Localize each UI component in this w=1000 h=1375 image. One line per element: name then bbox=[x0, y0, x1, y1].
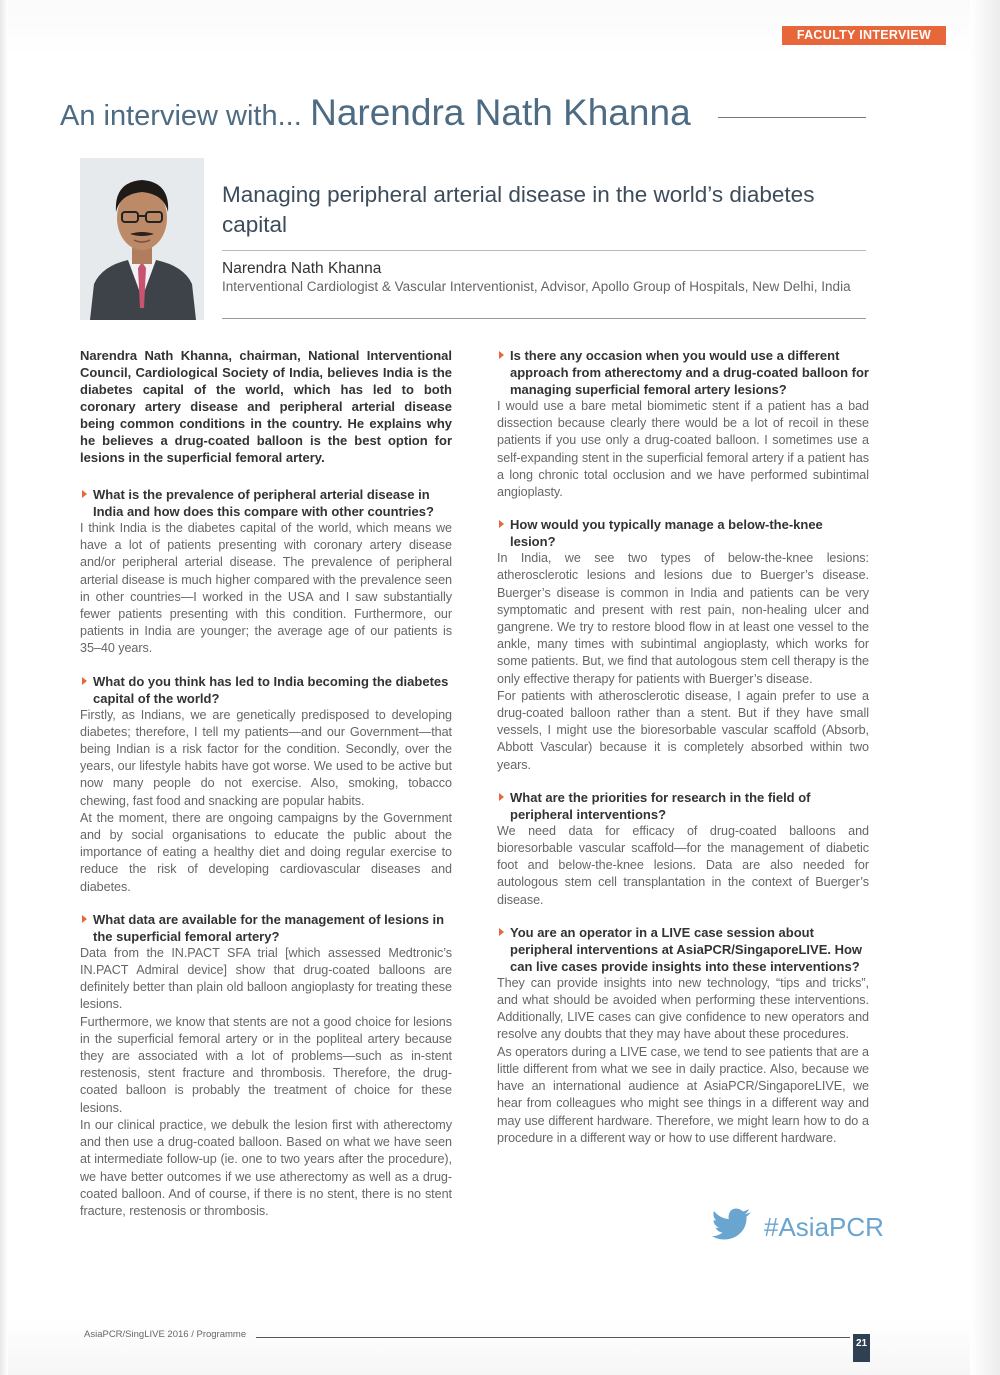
answer-paragraph: Data from the IN.PACT SFA trial [which assessed Medtronic’s IN.PACT Admiral device] show that drug-coated balloons are definitely better than plain old balloon angioplasty for treating these lesions. bbox=[80, 945, 452, 1012]
left-column bbox=[80, 347, 452, 1235]
qa-block bbox=[497, 347, 869, 501]
article-subtitle: Managing peripheral arterial disease in the world’s diabetes capital bbox=[222, 182, 815, 237]
footer-publication: AsiaPCR/SingLIVE 2016 / Programme bbox=[84, 1329, 247, 1340]
author-name: Narendra Nath Khanna bbox=[222, 260, 382, 277]
footer-rule bbox=[256, 1337, 850, 1338]
answer-paragraph: In our clinical practice, we debulk the lesion first with atherectomy and then use a drug-coated balloon. Based on what we have seen at intermediate follow-up (ie. one to two years after the procedure), we have better outcomes if we use atherectomy as well as a drug-coated balloon. And of course, if there is no stent, there is no stent fracture, restenosis or thrombosis. bbox=[80, 1117, 452, 1218]
question: What data are available for the management of lesions in the superficial femoral artery? bbox=[80, 911, 452, 945]
qa-block bbox=[497, 924, 869, 1147]
answer-paragraph: We need data for efficacy of drug-coated balloons and bioresorbable vascular scaffold—for the management of diabetic foot and below-the-knee lesions. Data are also needed for autologous stem cell transplantation in the context of Buerger’s disease. bbox=[497, 823, 869, 907]
author-rule bbox=[222, 318, 866, 319]
question: What is the prevalence of peripheral arterial disease in India and how does this compare with other countries? bbox=[80, 486, 452, 520]
hashtag-text: #AsiaPCR bbox=[764, 1212, 884, 1242]
qa-block bbox=[497, 789, 869, 909]
twitter-bird-icon bbox=[712, 1208, 752, 1242]
title-rule bbox=[718, 117, 866, 118]
answer-paragraph: For patients with atherosclerotic disease, I again prefer to use a drug-coated balloon rather than a stent. But if they have small vessels, I might use the bioresorbable vascular scaffold (Absorb, Abbott Vascular) because it is completely absorbed within two years. bbox=[497, 688, 869, 772]
answer-paragraph: Firstly, as Indians, we are genetically predisposed to developing diabetes; therefore, I tell my patients—and our Government—that being Indian is a risk factor for the condition. Secondly, over the years, our lifestyle habits have got worse. We used to be active but now many people do not exercise. Also, smoking, tobacco chewing, fast food and snacking are popular habits. bbox=[80, 707, 452, 808]
title-lead: An interview with... bbox=[60, 100, 302, 132]
answer-paragraph: In India, we see two types of below-the-knee lesions: atherosclerotic lesions and lesions due to Buerger’s disease. Buerger’s disease is common in India and patients can be very symptomatic and present with rest pain, non-healing ulcer and gangrene. We try to restore blood flow in at least one vessel to the ankle, many times with subintimal angioplasty, which works for some patients. But, we find that autologous stem cell therapy is the only effective therapy for patients with Buerger’s disease. bbox=[497, 551, 869, 686]
orange-triangle-icon bbox=[499, 520, 504, 528]
orange-triangle-icon bbox=[82, 677, 87, 685]
question: How would you typically manage a below-the-knee lesion? bbox=[497, 516, 869, 550]
orange-triangle-icon bbox=[82, 490, 87, 498]
answer-paragraph: Furthermore, we know that stents are not a good choice for lesions in the superficial femoral artery or in the popliteal artery because they are associated with a lot of problems—such as in-stent restenosis, stent fracture and thrombosis. Therefore, the drug-coated balloon is probably the treatment of choice for these lesions. bbox=[80, 1014, 452, 1115]
orange-triangle-icon bbox=[499, 928, 504, 936]
answer-paragraph: I think India is the diabetes capital of the world, which means we have a lot of patients presenting with coronary artery disease and/or peripheral arterial disease. The prevalence of peripheral arterial disease is much higher compared with the prevalence seen in other countries—I worked in the USA and I saw substantially fewer patients presenting with this condition. Furthermore, our patients in India are younger; the average age of our patients is 35–40 years. bbox=[80, 521, 452, 656]
intro-paragraph: Narendra Nath Khanna, chairman, National Interventional Council, Cardiological Society of India, believes India is the diabetes capital of the world, which has led to both coronary artery disease and peripheral arterial disease being common conditions in the country. He explains why he believes a drug-coated balloon is the best option for lesions in the superficial femoral artery. bbox=[80, 348, 452, 465]
answer-paragraph: I would use a bare metal biomimetic stent if a patient has a bad dissection because clearly there would be a lot of recoil in these patients if you use only a drug-coated balloon. I sometimes use a self-expanding stent in the superficial femoral artery if a patient has a long chronic total occlusion and we have performed subintimal angioplasty. bbox=[497, 399, 869, 500]
page-number: 21 bbox=[853, 1334, 870, 1362]
question: Is there any occasion when you would use a different approach from atherectomy and a drug-coated balloon for managing superficial femoral artery lesions? bbox=[497, 347, 869, 398]
hashtag bbox=[712, 1208, 884, 1248]
page-edge-right bbox=[970, 0, 1000, 1375]
answer-paragraph: As operators during a LIVE case, we tend to see patients that are a little different from what we see in daily practice. Also, because we have an international audience at AsiaPCR/SingaporeLIVE, we hear from colleagues who might see things in a different way and may use different hardware. Therefore, we might learn how to do a procedure in a different way or how to use different hardware. bbox=[497, 1044, 869, 1145]
question: What do you think has led to India becoming the diabetes capital of the world? bbox=[80, 673, 452, 707]
qa-block bbox=[497, 516, 869, 774]
right-column bbox=[497, 347, 869, 1162]
page-edge-left bbox=[0, 0, 8, 1375]
qa-block bbox=[80, 486, 452, 658]
section-badge: FACULTY INTERVIEW bbox=[782, 26, 946, 45]
orange-triangle-icon bbox=[499, 351, 504, 359]
answer-paragraph: At the moment, there are ongoing campaigns by the Government and by social organisations to educate the public about the importance of eating a healthy diet and doing regular exercise to reduce the risk of developing cardiovascular diseases and diabetes. bbox=[80, 810, 452, 894]
orange-triangle-icon bbox=[82, 915, 87, 923]
author-photo bbox=[80, 158, 204, 320]
question: You are an operator in a LIVE case session about peripheral interventions at AsiaPCR/SingaporeLIVE. How can live cases provide insights into these interventions? bbox=[497, 924, 869, 975]
qa-block bbox=[80, 673, 452, 896]
qa-block bbox=[80, 911, 452, 1220]
answer-paragraph: They can provide insights into new technology, “tips and tricks”, and what should be avoided when performing these interventions. Additionally, LIVE cases can give confidence to new operators and resolve any doubts that they may have about these procedures. bbox=[497, 975, 869, 1042]
subtitle-rule bbox=[222, 250, 866, 251]
title-name: Narendra Nath Khanna bbox=[310, 92, 691, 133]
portrait-illustration bbox=[80, 158, 204, 320]
author-role: Interventional Cardiologist & Vascular Interventionist, Advisor, Apollo Group of Hospitals, New Delhi, India bbox=[222, 279, 851, 294]
orange-triangle-icon bbox=[499, 793, 504, 801]
question: What are the priorities for research in the field of peripheral interventions? bbox=[497, 789, 869, 823]
